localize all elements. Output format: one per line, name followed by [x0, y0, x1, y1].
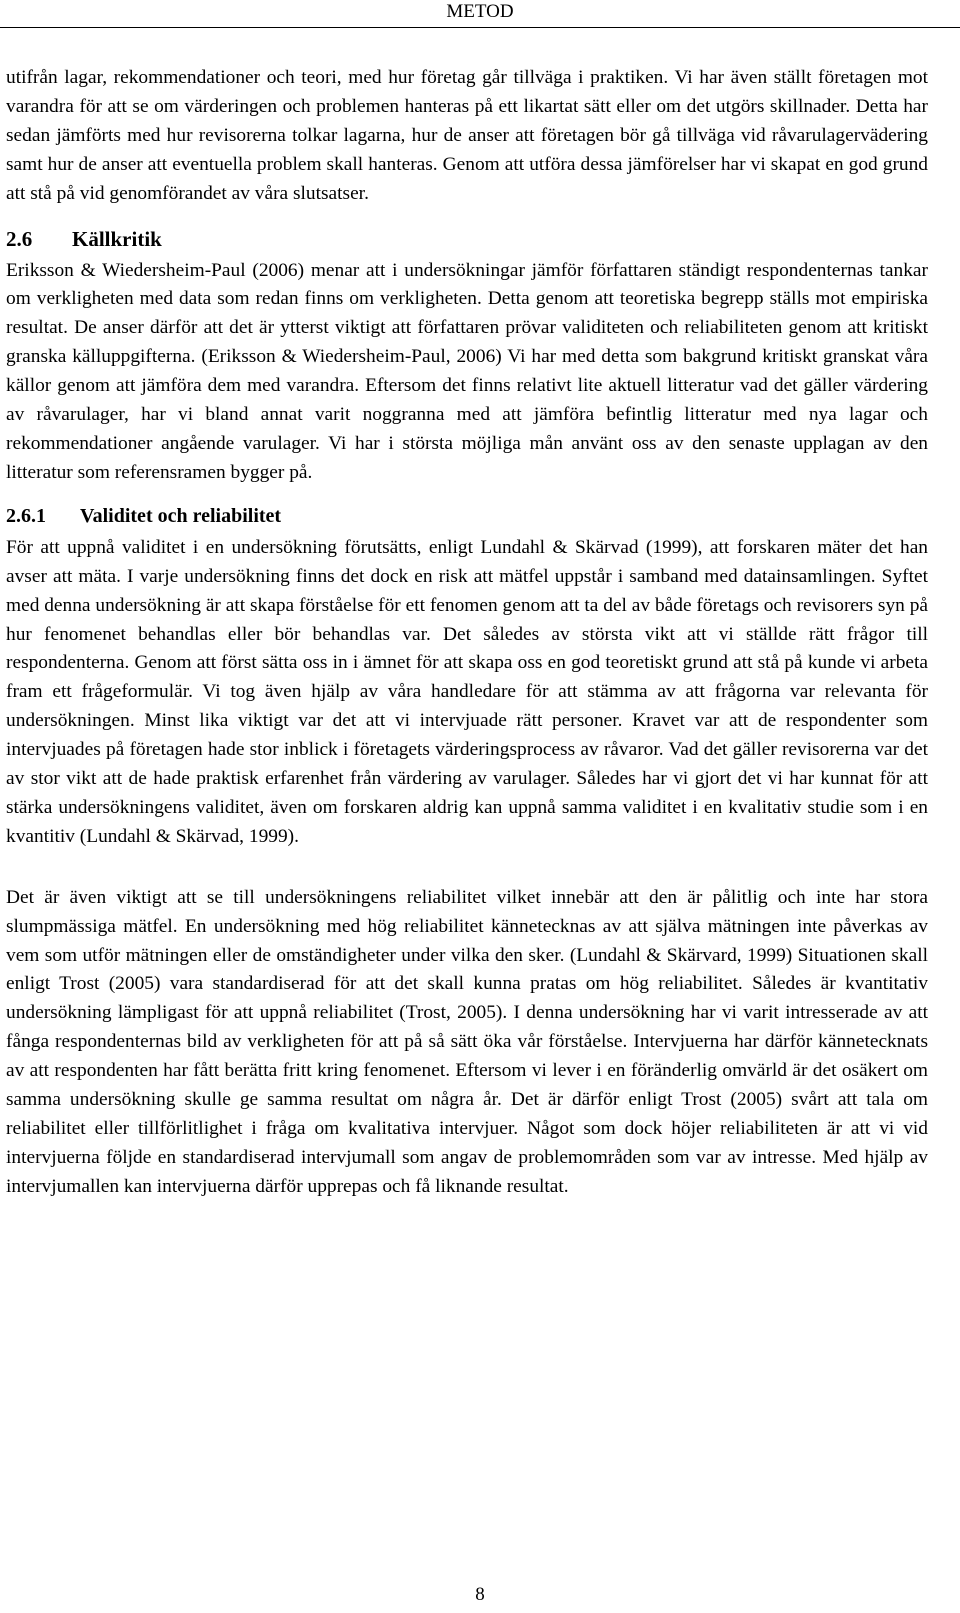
kallkritik-paragraph: Eriksson & Wiedersheim-Paul (2006) menar att i undersökningar jämför författaren ständigt respondenternas tankar om verkligheten med data som redan finns om verkligheten. Detta genom att teoretiska begrepp ställs mot empiriska resultat. De anser därför att det är ytterst viktigt att författaren prövar validiteten och reliabiliteten genom att kritiskt granska källuppgifterna. (Eriksson & Wiedersheim-Paul, 2006) Vi har med detta som bakgrund kritiskt granskat våra källor genom att jämföra dem med varandra. Eftersom det finns relativt lite aktuell litteratur vad det gäller värdering av råvarulager, har vi bland annat varit noggranna med att jämföra befintlig litteratur med nya lagar och rekommendationer angående varulager. Vi har i största möjliga mån använt oss av den senaste upplagan av den litteratur som referensramen bygger på.: [6, 259, 928, 483]
page-number: 8: [475, 1584, 485, 1605]
page-header: [0, 0, 960, 28]
subsection-number: 2.6.1: [6, 504, 46, 527]
header-title: METOD: [446, 1, 514, 22]
intro-paragraph: utifrån lagar, rekommendationer och teori, med hur företag går tillväga i praktiken. Vi har även ställt företagen mot varandra för att se om värderingen och problemen hanteras på ett likartat sätt eller om det utgörs skillnader. Detta har sedan jämförts med hur revisorerna tolkar lagarna, hur de anser att företagen bör gå tillväga vid råvarulagervädering samt hur de anser att eventuella problem skall hanteras. Genom att utföra dessa jämförelser har vi skapat en god grund att stå på vid genomförandet av våra slutsatser.: [6, 67, 928, 204]
section-number: 2.6: [6, 226, 33, 251]
section-heading-kallkritik: [6, 221, 928, 257]
page-footer: [0, 1583, 960, 1607]
validitet-paragraph: För att uppnå validitet i en undersökning förutsätts, enligt Lundahl & Skärvad (1999), att forskaren mäter det han avser att mäta. I varje undersökning finns det dock en risk att mätfel uppstår i samband med datainsamlingen. Syftet med denna undersökning är att skapa förståelse för ett fenomen genom att ta del av både företags och revisorers syn på hur fenomenet behandlas eller bör behandlas var. Det således av största vikt att vi ställde rätt frågor till respondenterna. Genom att först sätta oss in i ämnet för att skapa oss en god teoretiskt grund att stå på kunde vi arbeta fram ett frågeformulär. Vi tog även hjälp av våra handledare för att stämma av att frågorna var relevanta för undersökningen. Minst lika viktigt var det att vi intervjuade rätt personer. Kravet var att de respondenter som intervjuades på företagen hade stor inblick i företagets värderingsprocess av råvaror. Vad det gäller revisorerna var det av stor vikt att de hade praktisk erfarenhet från värdering av varulager. Således har vi gjort det vi har kunnat för att stärka undersökningens validitet, även om forskaren aldrig kan uppnå samma validitet i en kvalitativ studie som i en kvantitiv (Lundahl & Skärvad, 1999).: [6, 536, 928, 847]
subsection-heading-validitet: [6, 498, 928, 534]
reliabilitet-paragraph: Det är även viktigt att se till undersökningens reliabilitet vilket innebär att den är pålitlig och inte har stora slumpmässiga mätfel. En undersökning med hög reliabilitet kännetecknas av att själva mätningen inte påverkas av vem som utför mätningen eller de omständigheter under vilka den sker. (Lundahl & Skärvard, 1999) Situationen skall enligt Trost (2005) vara standardiserad för att det skall kunna pratas om hög reliabilitet. Således är kvantitativ undersökning lämpligast för att uppnå reliabilitet (Trost, 2005). I denna undersökning har vi varit intresserade av att fånga respondenternas bild av verkligheten för att på så sätt öka vår förståelse. Intervjuerna har därför kännetecknats av att respondenten har fått berätta fritt kring fenomenet. Eftersom vi lever i en föränderlig omvärld är det osäkert om samma undersökning skulle ge samma resultat om några år. Det är därför enligt Trost (2005) svårt att tala om reliabilitet eller tillförlitlighet i fråga om kvalitativa intervjuer. Något som dock höjer reliabiliteten är att vi vid intervjuerna följde en standardiserad intervjumall som angav de problemområden som var av intresse. Med hjälp av intervjumallen kan intervjuerna därför upprepas och få liknande resultat.: [6, 886, 928, 1197]
page-body: [6, 64, 928, 1202]
section-title: Källkritik: [72, 226, 162, 251]
subsection-title: Validitet och reliabilitet: [80, 504, 282, 527]
